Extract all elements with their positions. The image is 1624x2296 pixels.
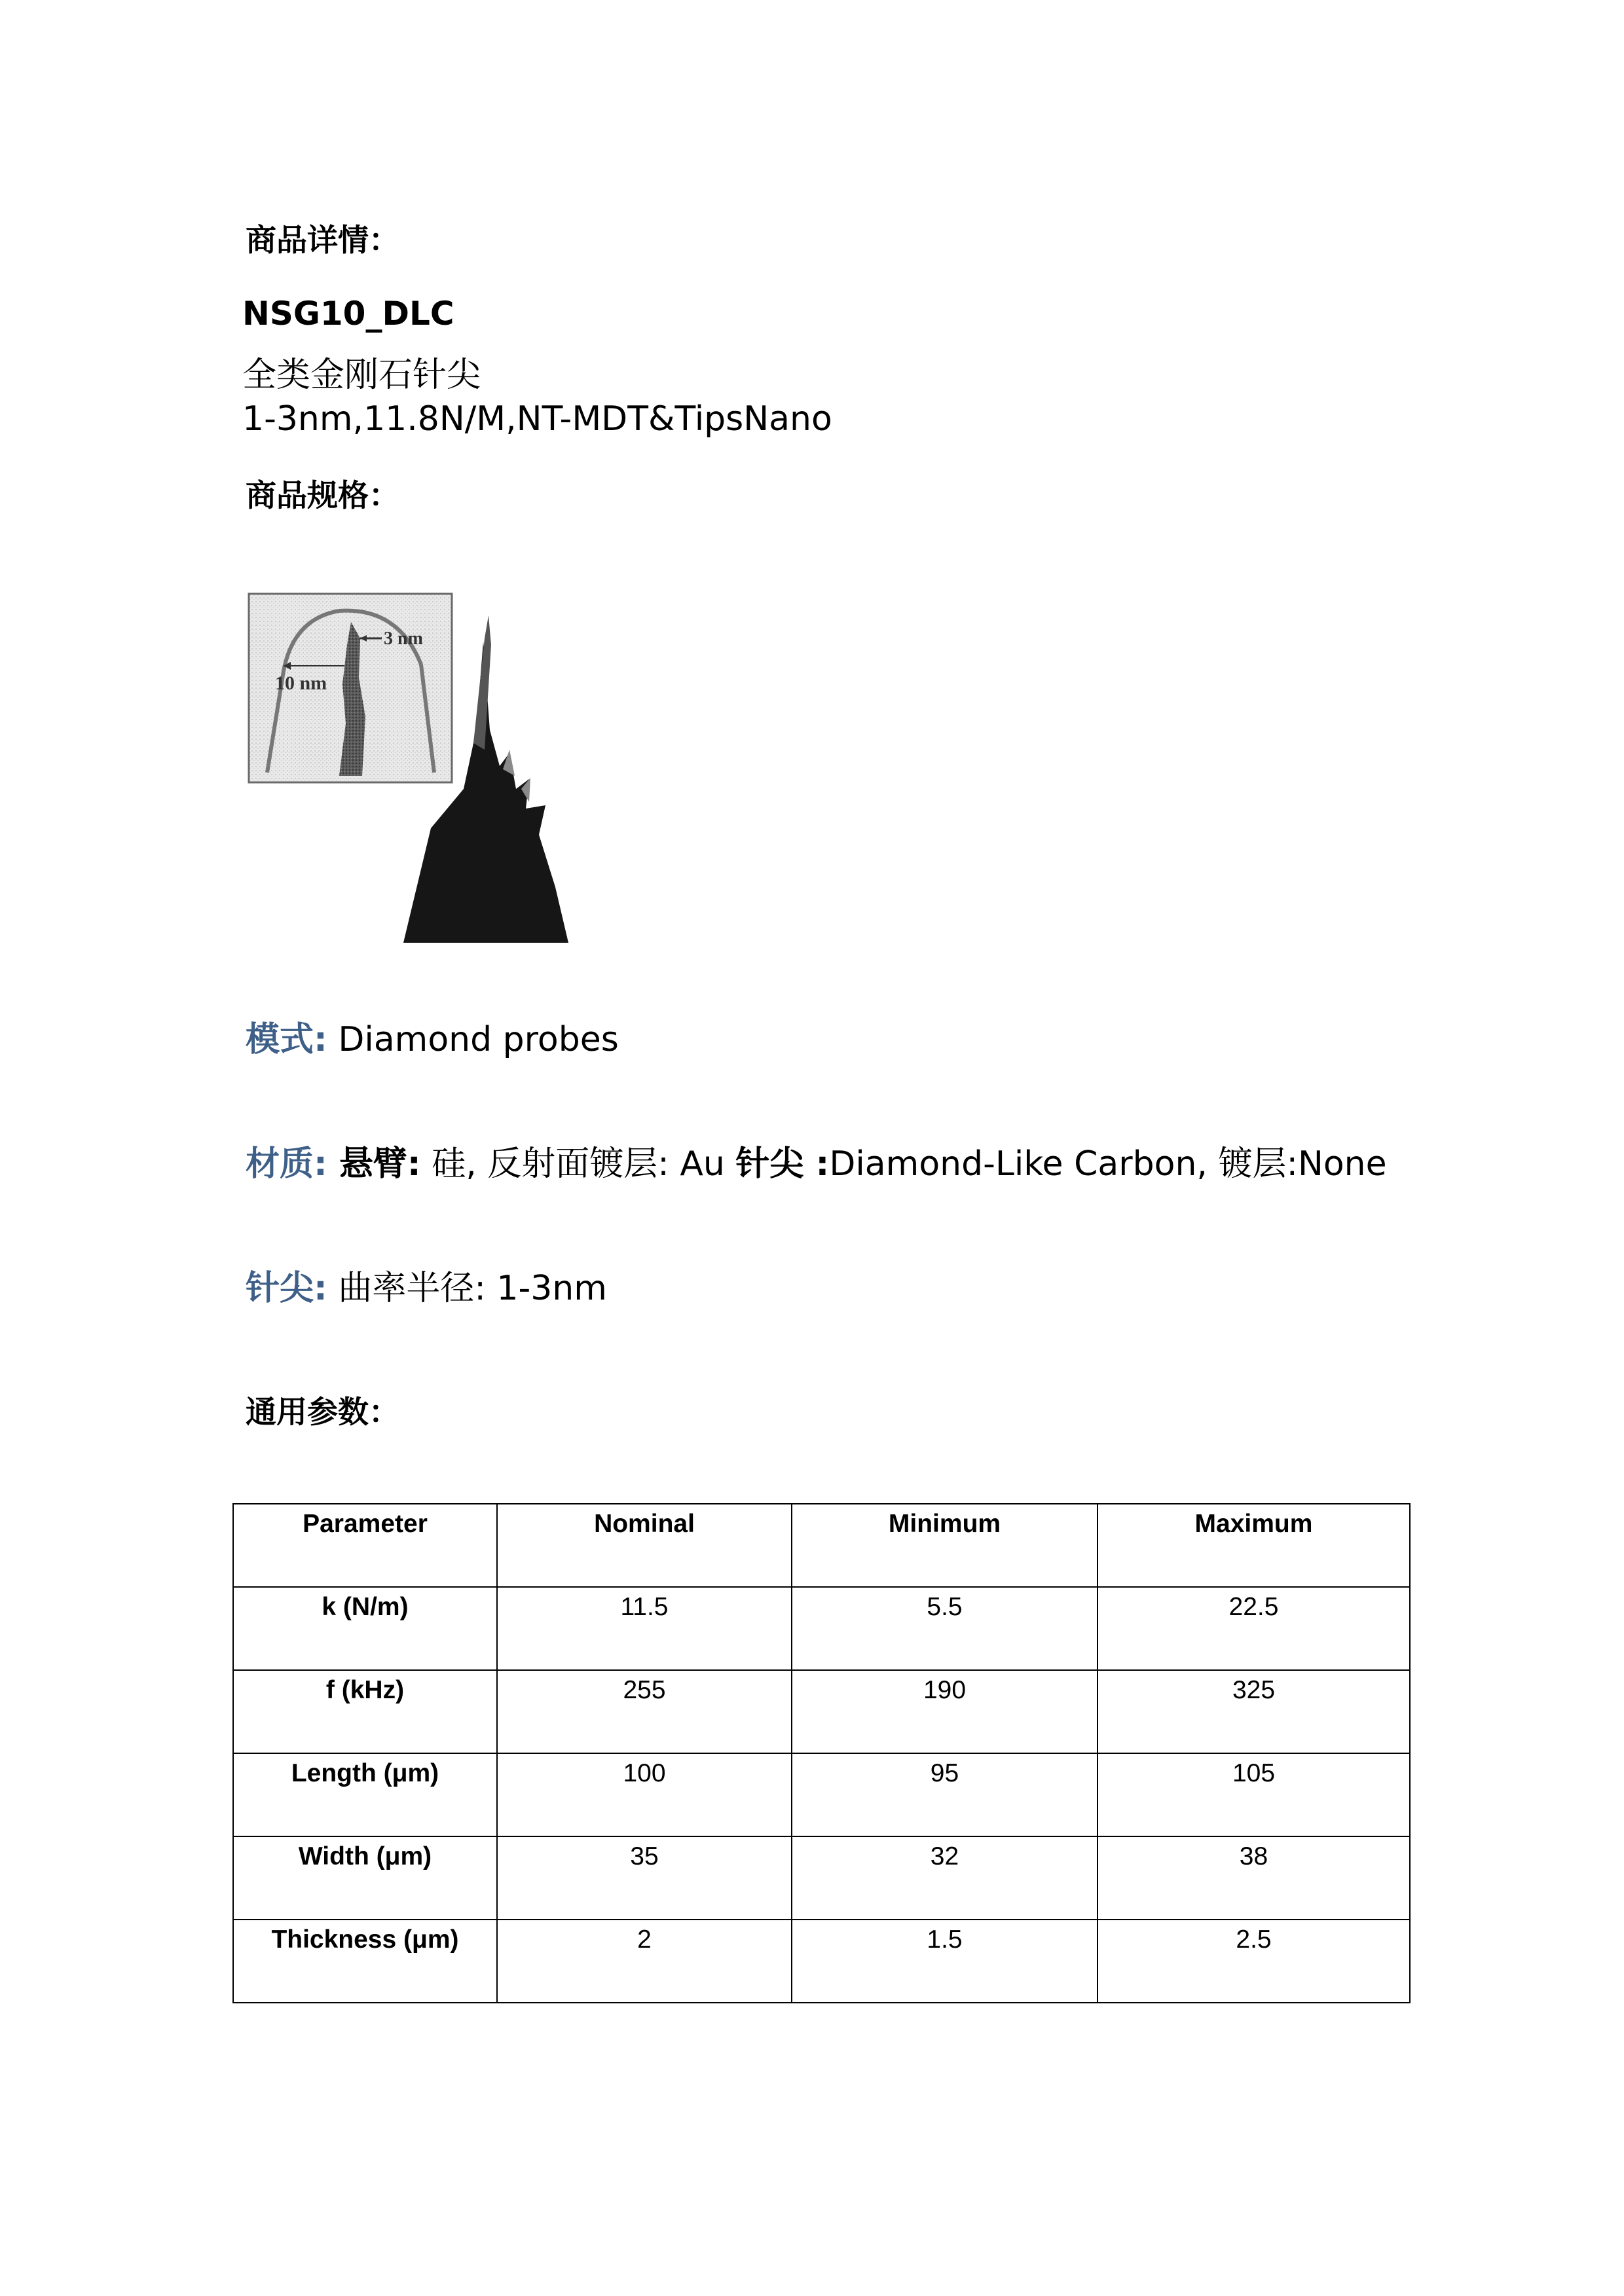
cell-maximum: 38 [1098, 1836, 1410, 1920]
row-label: Width (μm) [233, 1836, 497, 1920]
product-specs-heading: 商品规格： [246, 478, 399, 514]
product-model: NSG10_DLC [242, 295, 454, 333]
tip-line [246, 1260, 607, 1309]
table-row [233, 1587, 1410, 1670]
table-row [233, 1836, 1410, 1920]
cell-maximum: 22.5 [1098, 1587, 1410, 1670]
tip-material-value: Diamond-Like Carbon, 镀层:None [829, 1144, 1387, 1184]
material-line [246, 1136, 1387, 1185]
cantilever-label: 悬臂: [327, 1144, 421, 1184]
header-minimum: Minimum [792, 1504, 1098, 1587]
table-header-row [233, 1504, 1410, 1587]
cell-maximum: 105 [1098, 1753, 1410, 1836]
tip-material-label: 针尖 : [735, 1144, 830, 1184]
cell-nominal: 2 [497, 1920, 792, 2003]
cell-minimum: 1.5 [792, 1920, 1098, 2003]
header-parameter: Parameter [233, 1504, 497, 1587]
product-details-heading: 商品详情： [246, 223, 399, 259]
parameters-table [232, 1503, 1411, 2003]
cell-nominal: 35 [497, 1836, 792, 1920]
tip-value: 曲率半径: 1-3nm [327, 1269, 607, 1308]
annotation-3nm: 3 nm [384, 629, 423, 649]
inset-panel [249, 594, 452, 782]
mode-value: Diamond probes [327, 1020, 619, 1059]
header-nominal: Nominal [497, 1504, 792, 1587]
annotation-10nm: 10 nm [275, 672, 327, 694]
row-label: Thickness (μm) [233, 1920, 497, 2003]
cell-minimum: 5.5 [792, 1587, 1098, 1670]
table-row [233, 1920, 1410, 2003]
cell-maximum: 325 [1098, 1670, 1410, 1753]
cell-nominal: 100 [497, 1753, 792, 1836]
material-label: 材质: [246, 1144, 327, 1184]
cell-nominal: 255 [497, 1670, 792, 1753]
product-summary: 1-3nm,11.8N/M,NT-MDT&TipsNano [242, 399, 832, 439]
row-label: k (N/m) [233, 1587, 497, 1670]
row-label: f (kHz) [233, 1670, 497, 1753]
mode-line [246, 1011, 619, 1061]
mode-label: 模式: [246, 1020, 327, 1059]
cell-minimum: 190 [792, 1670, 1098, 1753]
tip-label: 针尖: [246, 1269, 327, 1308]
tip-sem-image [248, 592, 588, 946]
row-label: Length (μm) [233, 1753, 497, 1836]
general-params-heading: 通用参数： [246, 1394, 399, 1430]
cell-maximum: 2.5 [1098, 1920, 1410, 2003]
header-maximum: Maximum [1098, 1504, 1410, 1587]
cell-minimum: 95 [792, 1753, 1098, 1836]
cell-minimum: 32 [792, 1836, 1098, 1920]
table-row [233, 1670, 1410, 1753]
product-name: 全类金刚石针尖 [242, 355, 481, 395]
cell-nominal: 11.5 [497, 1587, 792, 1670]
cantilever-value: 硅, 反射面镀层: Au [420, 1144, 736, 1184]
table-row [233, 1753, 1410, 1836]
